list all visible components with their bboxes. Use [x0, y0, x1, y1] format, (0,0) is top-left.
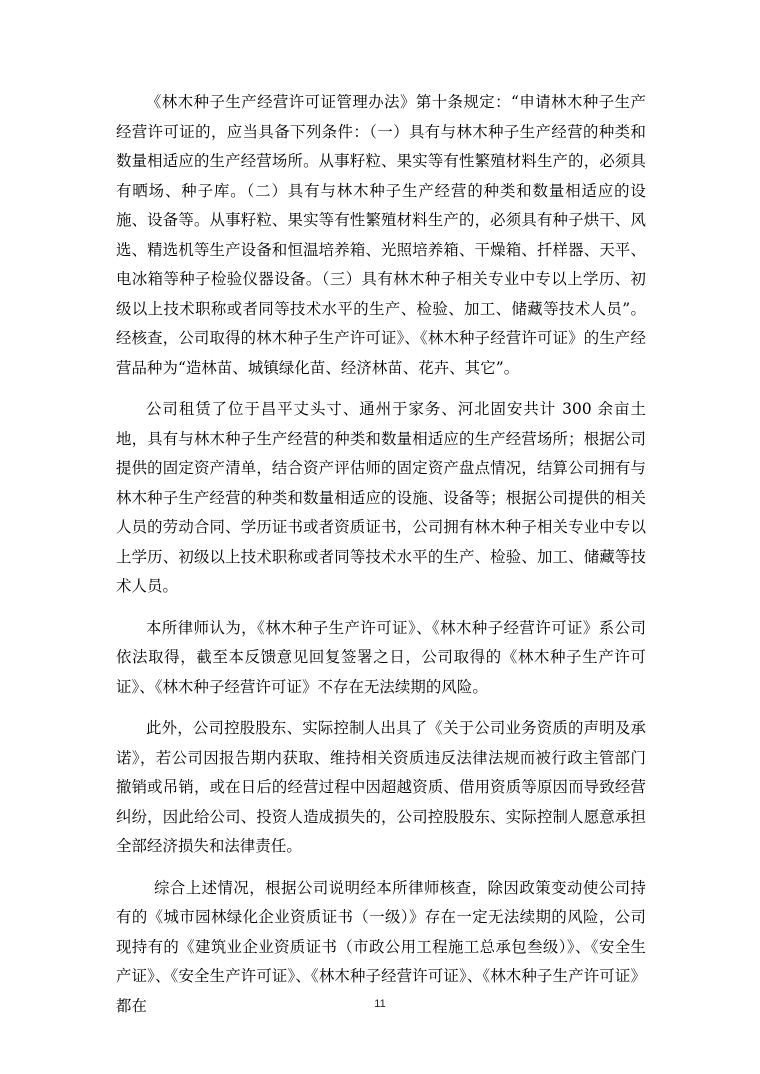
document-body: [116, 88, 646, 1033]
page-number: 11: [374, 998, 386, 1010]
paragraph-lawyer-opinion: 本所律师认为，《林木种子生产许可证》、《林木种子经营许可证》系公司依法取得，截至本反馈意见回复签署之日，公司取得的《林木种子生产许可证》、《林木种子经营许可证》不存在无法续期的风险。: [116, 618, 646, 696]
paragraph-shareholder-commitment: 此外，公司控股股东、实际控制人出具了《关于公司业务资质的声明及承诺》，若公司因报告期内获取、维持相关资质违反法律法规而被行政主管部门撤销或吊销，或在日后的经营过程中因超越资质、借用资质等原因而导致经营纠纷，因此给公司、投资人造成损失的，公司控股股东、实际控制人愿意承担全部经济损失和法律责任。: [116, 719, 646, 855]
paragraph-leased-land: 公司租赁了位于昌平丈头寸、通州于家务、河北固安共计 300 余亩土地，具有与林木种子生产经营的种类和数量相适应的生产经营场所；根据公司提供的固定资产清单，结合资产评估师的固定资产盘点情况，结算公司拥有与林木种子生产经营的种类和数量相适应的设施、设备等；根据公司提供的相关人员的劳动合同、学历证书或者资质证书，公司拥有林木种子相关专业中专以上学历、初级以上技术职称或者同等技术水平的生产、检验、加工、储藏等技术人员。: [116, 400, 646, 595]
paragraph-conclusion: 综合上述情况，根据公司说明经本所律师核查，除因政策变动使公司持有的《城市园林绿化企业资质证书（一级）》存在一定无法续期的风险，公司现持有的《建筑业企业资质证书（市政公用工程施工总承包叁级）》、《安全生产证》、《安全生产许可证》、《林木种子经营许可证》、《林木种子生产许可证》都在: [116, 878, 646, 1015]
paragraph-license-conditions: 《林木种子生产经营许可证管理办法》第十条规定：“申请林木种子生产经营许可证的，应当具备下列条件：（一）具有与林木种子生产经营的种类和数量相适应的生产经营场所。从事籽粒、果实等有性繁殖材料生产的，必须具有晒场、种子库。（二）具有与林木种子生产经营的种类和数量相适应的设施、设备等。从事籽粒、果实等有性繁殖材料生产的，必须具有种子烘干、风选、精选机等生产设备和恒温培养箱、光照培养箱、干燥箱、扦样器、天平、电冰箱等种子检验仪器设备。（三）具有林木种子相关专业中专以上学历、初级以上技术职称或者同等技术水平的生产、检验、加工、储藏等技术人员”。经核查，公司取得的林木种子生产许可证》、《林木种子经营许可证》的生产经营品种为“造林苗、城镇绿化苗、经济林苗、花卉、其它”。: [116, 93, 646, 377]
